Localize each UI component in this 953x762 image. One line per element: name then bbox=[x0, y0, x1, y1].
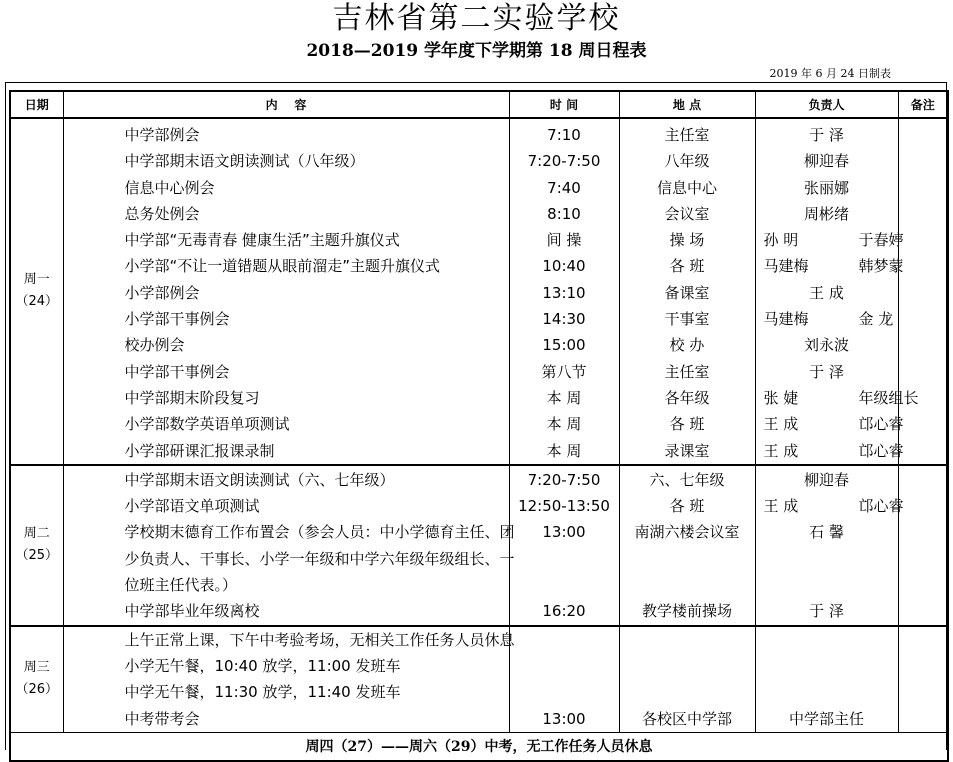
person-secondary: 邙心睿 bbox=[858, 415, 904, 434]
item-person: 石 馨 bbox=[809, 523, 844, 542]
item-place: 主任室 bbox=[664, 362, 710, 381]
item-content: 中学部期末阶段复习 bbox=[124, 388, 260, 407]
item-content: 中学部例会 bbox=[124, 126, 200, 144]
item-person: 于 泽 bbox=[809, 126, 844, 144]
place-cell bbox=[619, 118, 755, 465]
item-time: 8:10 bbox=[547, 204, 581, 223]
item-place: 校 办 bbox=[669, 336, 705, 355]
item-content: 位班主任代表。） bbox=[124, 576, 238, 595]
day-block-tue bbox=[10, 465, 948, 626]
item-place: 录课室 bbox=[664, 441, 710, 460]
item-person bbox=[756, 546, 898, 572]
item-time: 10:40 bbox=[542, 257, 586, 276]
item-place: 操 场 bbox=[669, 231, 705, 250]
item-person: 周彬绪 bbox=[803, 204, 849, 223]
content-cell bbox=[63, 626, 515, 733]
person-cell bbox=[755, 626, 898, 733]
item-person bbox=[756, 653, 898, 679]
item-place: 教学楼前操场 bbox=[641, 602, 732, 621]
item-content: 信息中心例会 bbox=[124, 178, 215, 197]
item-place bbox=[620, 546, 755, 572]
person-secondary: 年级组长 bbox=[858, 388, 919, 407]
header-row bbox=[10, 91, 948, 118]
item-content: 小学部例会 bbox=[124, 283, 200, 302]
item-time: 7:20-7:50 bbox=[527, 470, 601, 489]
note-cell bbox=[898, 465, 948, 626]
item-person bbox=[756, 227, 904, 253]
item-content: 中学部“无毒青春 健康生活”主题升旗仪式 bbox=[124, 231, 400, 250]
item-content: 上午正常上课，下午中考验考场，无相关工作任务人员休息 bbox=[124, 630, 515, 649]
footer-row bbox=[10, 732, 948, 761]
item-time: 14:30 bbox=[542, 310, 586, 329]
item-person: 王 成 bbox=[809, 283, 844, 302]
item-person: 于 泽 bbox=[809, 602, 844, 621]
item-time: 15:00 bbox=[542, 336, 586, 355]
item-place: 信息中心 bbox=[656, 178, 717, 197]
item-time: 本 周 bbox=[546, 441, 582, 460]
item-person: 张丽娜 bbox=[803, 178, 849, 197]
note-cell bbox=[898, 118, 948, 465]
day-cell bbox=[10, 626, 63, 733]
place-cell bbox=[619, 626, 755, 733]
col-note: 备注 bbox=[898, 91, 948, 118]
day-number: （24） bbox=[15, 294, 59, 310]
item-place bbox=[620, 679, 755, 705]
item-person bbox=[756, 572, 898, 598]
item-time bbox=[510, 653, 619, 679]
day-cell bbox=[10, 118, 63, 465]
day-number: （26） bbox=[15, 682, 59, 698]
content-cell bbox=[63, 118, 509, 465]
day-block-wed bbox=[10, 626, 948, 733]
col-time: 时 间 bbox=[509, 91, 619, 118]
content-cell bbox=[63, 465, 515, 626]
item-person: 柳迎春 bbox=[803, 470, 849, 489]
item-time bbox=[510, 679, 619, 705]
item-person: 刘永波 bbox=[803, 336, 849, 355]
item-time: 7:10 bbox=[547, 126, 581, 144]
item-time: 13:00 bbox=[542, 523, 586, 542]
item-time bbox=[510, 572, 619, 598]
schedule-table bbox=[9, 90, 949, 762]
item-person: 中学部主任 bbox=[788, 709, 864, 728]
item-person bbox=[756, 627, 898, 653]
item-place bbox=[620, 627, 755, 653]
item-content: 中学部期末语文朗读测试（六、七年级） bbox=[124, 470, 395, 489]
item-place: 备课室 bbox=[664, 283, 710, 302]
item-person bbox=[756, 438, 904, 464]
person-cell bbox=[755, 118, 919, 465]
item-time bbox=[510, 627, 619, 653]
item-time: 本 周 bbox=[546, 388, 582, 407]
person-primary: 张 婕 bbox=[763, 388, 799, 407]
item-content: 中考带考会 bbox=[124, 709, 200, 728]
item-place: 主任室 bbox=[664, 126, 710, 144]
item-time: 12:50-13:50 bbox=[518, 497, 610, 516]
item-time: 间 操 bbox=[546, 231, 582, 250]
item-time: 7:40 bbox=[547, 178, 581, 197]
item-place: 六、七年级 bbox=[649, 470, 725, 489]
item-content: 总务处例会 bbox=[124, 204, 200, 223]
item-content: 小学部“不让一道错题从眼前溜走”主题升旗仪式 bbox=[124, 257, 441, 276]
item-time: 16:20 bbox=[542, 602, 586, 621]
item-content: 中学部干事例会 bbox=[124, 362, 230, 381]
item-content: 少负责人、干事长、小学一年级和中学六年级年级组长、一 bbox=[124, 549, 515, 568]
item-place: 会议室 bbox=[664, 204, 710, 223]
item-person bbox=[756, 385, 919, 411]
item-person: 于 泽 bbox=[809, 362, 844, 381]
item-place bbox=[620, 572, 755, 598]
person-primary: 王 成 bbox=[763, 415, 799, 434]
col-content: 内 容 bbox=[63, 91, 509, 118]
col-person: 负责人 bbox=[755, 91, 898, 118]
item-place: 各 班 bbox=[669, 257, 705, 276]
person-secondary: 金 龙 bbox=[858, 310, 894, 329]
item-place: 各年级 bbox=[664, 388, 710, 407]
time-cell bbox=[509, 626, 619, 733]
person-cell bbox=[755, 465, 904, 626]
item-content: 小学部干事例会 bbox=[124, 310, 230, 329]
day-block-mon bbox=[10, 118, 948, 465]
item-time: 7:20-7:50 bbox=[527, 152, 601, 171]
item-content: 校办例会 bbox=[124, 336, 185, 355]
item-content: 学校期末德育工作布置会（参会人员：中小学德育主任、团 bbox=[124, 523, 515, 542]
item-content: 中学部毕业年级离校 bbox=[124, 602, 260, 621]
day-label: 周一 bbox=[23, 272, 50, 288]
note-cell bbox=[898, 626, 948, 733]
item-person bbox=[756, 253, 904, 279]
item-time: 第八节 bbox=[541, 362, 587, 381]
time-cell bbox=[509, 118, 619, 465]
person-secondary: 邙心睿 bbox=[858, 441, 904, 460]
col-date: 日期 bbox=[10, 91, 63, 118]
person-primary: 马建梅 bbox=[763, 310, 809, 329]
item-person bbox=[756, 411, 904, 437]
item-person bbox=[756, 493, 904, 519]
person-primary: 王 成 bbox=[763, 497, 799, 516]
item-person bbox=[756, 679, 898, 705]
item-place bbox=[620, 653, 755, 679]
time-cell bbox=[509, 465, 619, 626]
person-secondary: 韩梦蒙 bbox=[858, 257, 904, 276]
day-cell bbox=[10, 465, 63, 626]
item-content: 中学部期末语文朗读测试（八年级） bbox=[124, 152, 365, 171]
item-time bbox=[510, 546, 619, 572]
day-label: 周二 bbox=[23, 526, 50, 542]
person-primary: 马建梅 bbox=[763, 257, 809, 276]
item-content: 中学无午餐，11:30 放学，11:40 发班车 bbox=[124, 683, 401, 702]
person-secondary: 邙心睿 bbox=[858, 497, 904, 516]
item-place: 干事室 bbox=[664, 310, 710, 329]
col-place: 地 点 bbox=[619, 91, 755, 118]
day-number: （25） bbox=[15, 548, 59, 564]
item-time: 13:00 bbox=[542, 709, 586, 728]
day-label: 周三 bbox=[23, 660, 50, 676]
item-place: 各 班 bbox=[669, 497, 705, 516]
item-person: 柳迎春 bbox=[803, 152, 849, 171]
person-secondary: 于春婷 bbox=[858, 231, 904, 250]
item-person bbox=[756, 306, 898, 332]
made-date: 2019 年 6 月 24 日制表 bbox=[769, 67, 891, 80]
item-place: 各 班 bbox=[669, 415, 705, 434]
person-primary: 孙 明 bbox=[763, 231, 799, 250]
item-place: 南湖六楼会议室 bbox=[634, 523, 740, 542]
page-title: 吉林省第二实验学校 bbox=[332, 1, 621, 36]
item-content: 小学部数学英语单项测试 bbox=[124, 415, 290, 434]
footer-note: 周四（27）——周六（29）中考，无工作任务人员休息 bbox=[10, 732, 948, 761]
item-place: 八年级 bbox=[664, 152, 710, 171]
item-time: 13:10 bbox=[542, 283, 586, 302]
item-content: 小学部语文单项测试 bbox=[124, 497, 260, 516]
item-content: 小学无午餐，10:40 放学，11:00 发班车 bbox=[124, 656, 401, 675]
item-content: 小学部研课汇报课录制 bbox=[124, 441, 275, 460]
place-cell bbox=[619, 465, 755, 626]
page-subtitle: 2018—2019 学年度下学期第 18 周日程表 bbox=[306, 41, 647, 61]
person-primary: 王 成 bbox=[763, 441, 799, 460]
item-time: 本 周 bbox=[546, 415, 582, 434]
item-place: 各校区中学部 bbox=[641, 709, 732, 728]
